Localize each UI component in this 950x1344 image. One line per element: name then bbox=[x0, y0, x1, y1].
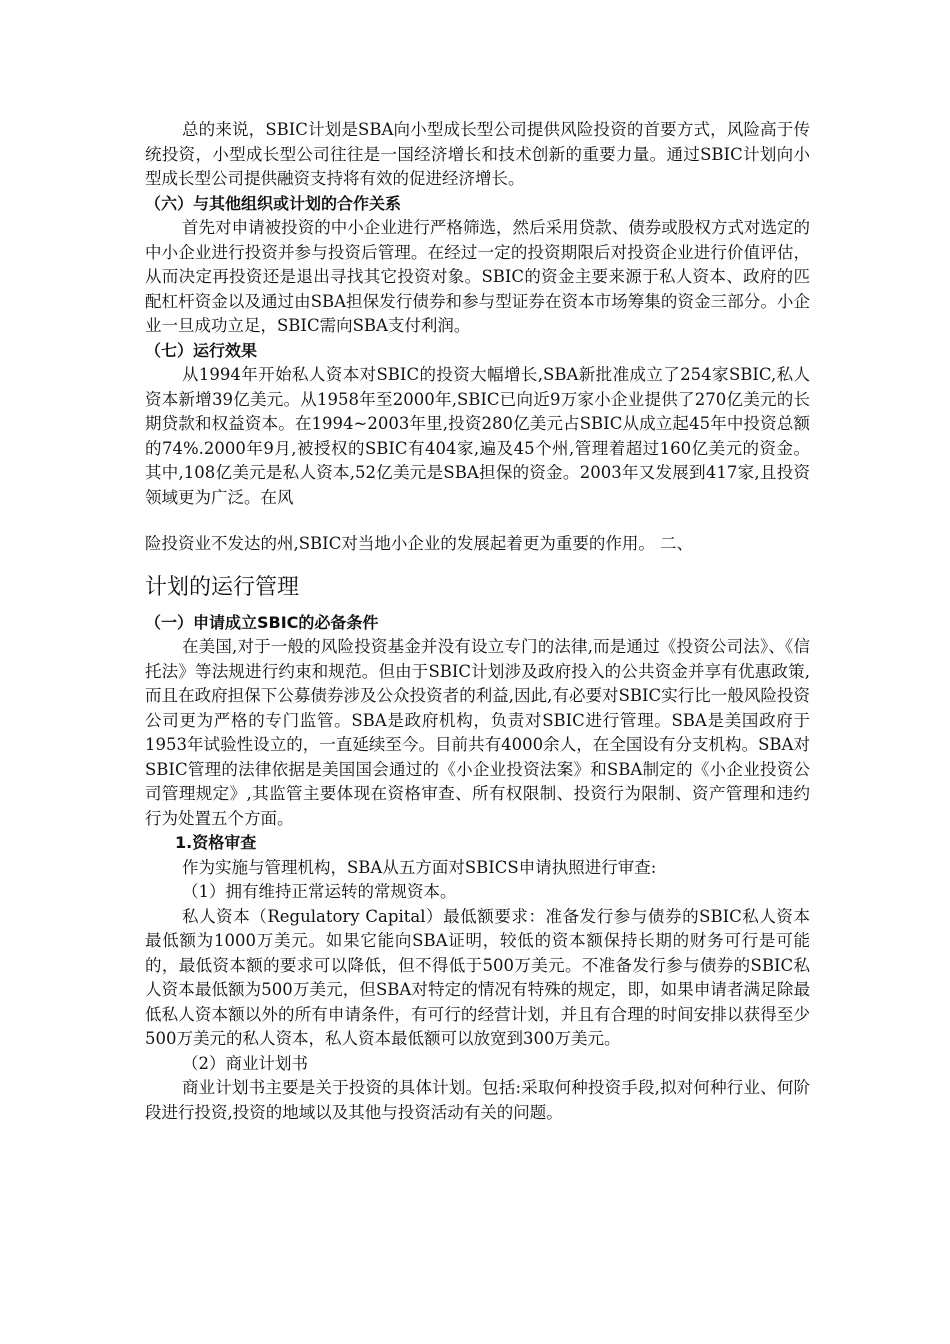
heading-requirements: （一）申请成立SBIC的必备条件 bbox=[145, 612, 379, 632]
paragraph-effect-continued: 险投资业不发达的州,SBIC对当地小企业的发展起着更为重要的作用。 二、 bbox=[145, 534, 694, 553]
heading-effect: （七）运行效果 bbox=[145, 340, 258, 360]
paragraph-cooperation: 首先对申请被投资的中小企业进行严格筛选，然后采用贷款、债券或股权方式对选定的中小企业进行投资并参与投资后管理。在经过一定的投资期限后对投资企业进行价值评估，从而决定再投资还是退出寻找其它投资对象。SBIC的资金主要来源于私人资本、政府的匹配杠杆资金以及通过由SBA担保发行债券和参与型证券在资本市场筹集的资金三部分。小企业一旦成功立足，SBIC需向SBA支付利润。 bbox=[145, 218, 810, 335]
paragraph-business-plan: 商业计划书主要是关于投资的具体计划。包括:采取何种投资手段,拟对何种行业、何阶段进行投资,投资的地域以及其他与投资活动有关的问题。 bbox=[145, 1078, 810, 1122]
paragraph-capital: 私人资本（Regulatory Capital）最低额要求：准备发行参与债券的SBIC私人资本最低额为1000万美元。如果它能向SBA证明，较低的资本额保持长期的财务可行是可能的，最低资本额的要求可以降低，但不得低于500万美元。不准备发行参与债券的SBIC私人资本最低额为500万美元，但SBA对特定的情况有特殊的规定，即，如果申请者满足除最低私人资本额以外的所有申请条件，有可行的经营计划，并且有合理的时间安排以获得至少500万美元的私人资本，私人资本最低额可以放宽到300万美元。 bbox=[145, 906, 810, 1048]
paragraph-effect: 从1994年开始私人资本对SBIC的投资大幅增长,SBA新批准成立了254家SBIC,私人资本新增39亿美元。从1958年至2000年,SBIC已向近9万家小企业提供了270亿美元的长期贷款和权益资本。在1994~2003年里,投资280亿美元占SBIC从成立起45年中投资总额的74%.2000年9月,被授权的SBIC有404家,遍及45个州,管理着超过160亿美元的资金。其中,108亿美元是私人资本,52亿美元是SBA担保的资金。2003年又发展到417家,且投资领域更为广泛。在风 bbox=[145, 365, 810, 507]
heading-qualification: 1.资格审查 bbox=[175, 833, 257, 852]
list-item-business-plan: （2）商业计划书 bbox=[182, 1053, 308, 1073]
paragraph-review: 作为实施与管理机构，SBA从五方面对SBICS申请执照进行审查: bbox=[182, 857, 657, 877]
section-heading-management: 计划的运行管理 bbox=[145, 574, 300, 600]
paragraph-regulation: 在美国,对于一般的风险投资基金并没有设立专门的法律,而是通过《投资公司法》、《信托法》等法规进行约束和规范。但由于SBIC计划涉及政府投入的公共资金并享有优惠政策,而且在政府担保下公募债券涉及公众投资者的利益,因此,有必要对SBIC实行比一般风险投资公司更为严格的专门监管。SBA是政府机构，负责对SBIC进行管理。SBA是美国政府于1953年试验性设立的，一直延续至今。目前共有4000余人，在全国设有分支机构。SBA对SBIC管理的法律依据是美国国会通过的《小企业投资法案》和SBA制定的《小企业投资公司管理规定》,其监管主要体现在资格审查、所有权限制、投资行为限制、资产管理和违约行为处置五个方面。 bbox=[145, 637, 810, 828]
heading-cooperation: （六）与其他组织或计划的合作关系 bbox=[145, 193, 402, 213]
document-page bbox=[145, 118, 810, 1125]
paragraph-summary: 总的来说，SBIC计划是SBA向小型成长型公司提供风险投资的首要方式，风险高于传统投资，小型成长型公司往往是一国经济增长和技术创新的重要力量。通过SBIC计划向小型成长型公司提供融资支持将有效的促进经济增长。 bbox=[145, 120, 810, 188]
list-item-capital: （1）拥有维持正常运转的常规资本。 bbox=[182, 882, 457, 901]
